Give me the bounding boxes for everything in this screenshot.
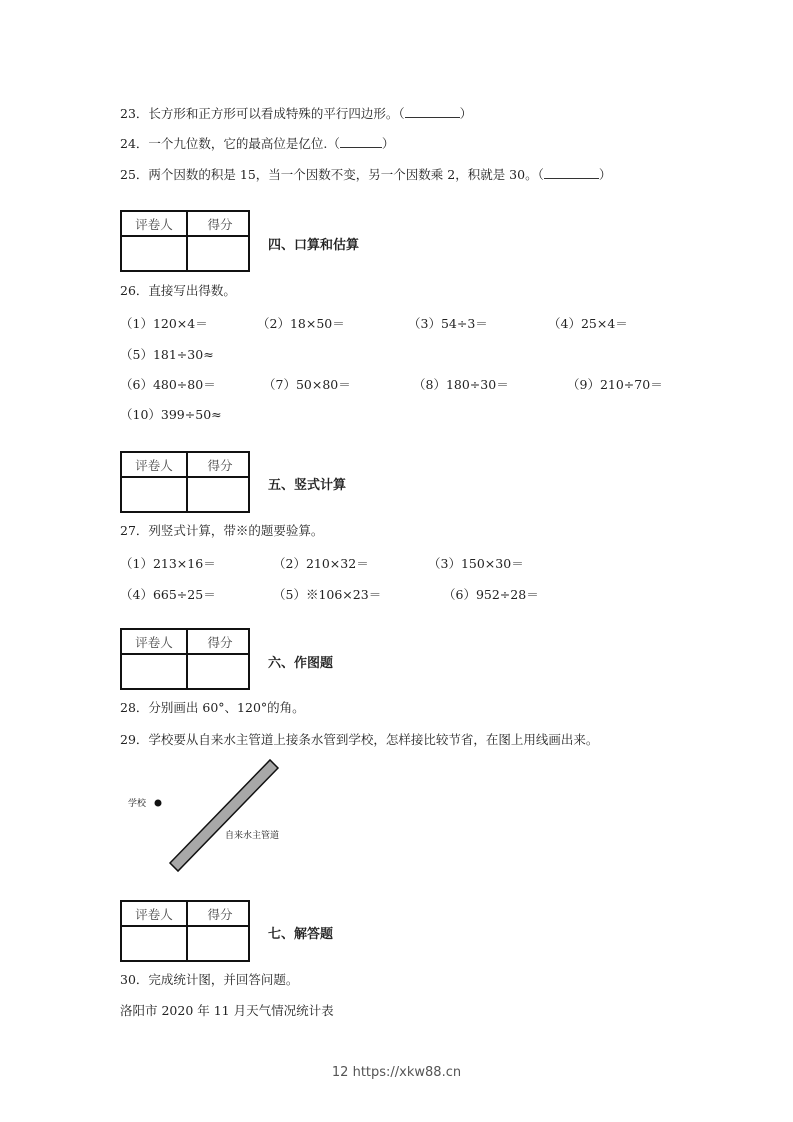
grader-label: 评卷人 xyxy=(135,907,173,922)
answer-blank[interactable] xyxy=(340,135,382,148)
school-label: 学校 xyxy=(128,799,147,809)
calc-item: （4）25×4＝ xyxy=(548,316,628,331)
calc-item: （6）952÷28＝ xyxy=(443,587,539,602)
score-box xyxy=(120,628,250,690)
bracket-close: ） xyxy=(459,106,473,121)
score-box xyxy=(120,210,250,272)
question-text: 23．长方形和正方形可以看成特殊的平行四边形。（ xyxy=(120,106,405,121)
question-23 xyxy=(120,105,472,122)
calc-item: （7）50×80＝ xyxy=(263,377,351,392)
calc-item: （6）480÷80＝ xyxy=(120,377,216,392)
page-footer: 12 https://xkw88.cn xyxy=(331,1065,462,1080)
calc-item: （2）18×50＝ xyxy=(257,316,345,331)
section-title: 四、口算和估算 xyxy=(268,238,360,253)
calc-item: （2）210×32＝ xyxy=(273,556,369,571)
calc-item: （5）181÷30≈ xyxy=(120,347,214,362)
score-label: 得分 xyxy=(207,907,233,922)
bracket-close: ） xyxy=(381,136,395,151)
pipe-figure xyxy=(115,755,315,880)
score-box xyxy=(120,900,250,962)
score-label: 得分 xyxy=(207,635,233,650)
water-main-pipe xyxy=(170,760,278,871)
question-26-prompt: 26．直接写出得数。 xyxy=(120,283,236,298)
answer-blank[interactable] xyxy=(544,166,599,179)
table-title: 洛阳市 2020 年 11 月天气情况统计表 xyxy=(120,1003,334,1018)
score-box xyxy=(120,451,250,513)
calc-item: （1）120×4＝ xyxy=(120,316,208,331)
question-text: 25．两个因数的积是 15，当一个因数不变，另一个因数乘 2，积就是 30。（ xyxy=(120,167,544,182)
calc-item: （5）※106×23＝ xyxy=(273,587,382,602)
pipe-diagram xyxy=(115,755,315,880)
grader-label: 评卷人 xyxy=(135,458,173,473)
question-27-prompt: 27．列竖式计算，带※的题要验算。 xyxy=(120,523,324,538)
grader-label: 评卷人 xyxy=(135,217,173,232)
section-title: 六、作图题 xyxy=(268,656,334,671)
calc-item: （3）54÷3＝ xyxy=(408,316,488,331)
section-title: 五、竖式计算 xyxy=(268,478,347,493)
grader-label: 评卷人 xyxy=(135,635,173,650)
section-title: 七、解答题 xyxy=(268,927,334,942)
question-30-prompt: 30．完成统计图，并回答问题。 xyxy=(120,972,299,987)
calc-item: （3）150×30＝ xyxy=(428,556,524,571)
score-label: 得分 xyxy=(207,217,233,232)
question-29-prompt: 29．学校要从自来水主管道上接条水管到学校，怎样接比较节省，在图上用线画出来。 xyxy=(120,732,599,747)
question-24 xyxy=(120,135,394,152)
question-text: 24．一个九位数，它的最高位是亿位.（ xyxy=(120,136,340,151)
calc-item: （10）399÷50≈ xyxy=(120,407,222,422)
calc-item: （4）665÷25＝ xyxy=(120,587,216,602)
bracket-close: ） xyxy=(598,167,612,182)
calc-item: （9）210÷70＝ xyxy=(567,377,663,392)
school-dot-icon xyxy=(155,800,162,807)
score-label: 得分 xyxy=(207,458,233,473)
pipe-label: 自来水主管道 xyxy=(225,831,280,841)
answer-blank[interactable] xyxy=(405,105,460,118)
calc-item: （1）213×16＝ xyxy=(120,556,216,571)
calc-item: （8）180÷30＝ xyxy=(413,377,509,392)
question-28-prompt: 28．分别画出 60°、120°的角。 xyxy=(120,700,305,715)
question-25 xyxy=(120,166,611,183)
